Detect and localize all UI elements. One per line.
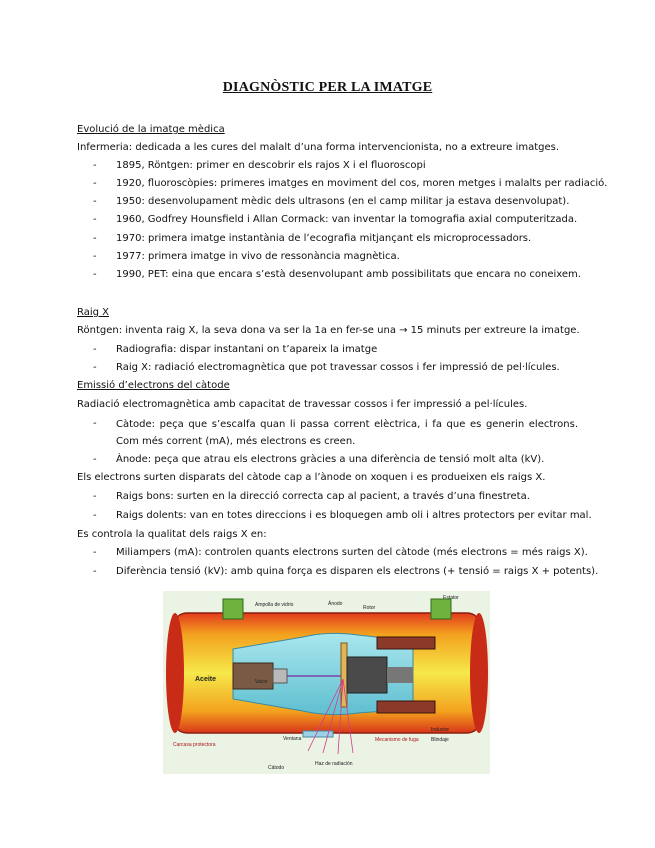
bullet-dash: - xyxy=(93,547,97,558)
bullet-dash: - xyxy=(93,178,97,189)
list-item: Raigs bons: surten en la direcció correcta cap al pacient, a través d’una finestreta. xyxy=(116,491,530,502)
list-item: 1990, PET: eina que encara s’està desenvolupant amb possibilitats que encara no coneixem. xyxy=(116,269,581,280)
bullet-dash: - xyxy=(93,344,97,355)
housing-end-right xyxy=(470,613,488,733)
bullet-dash: - xyxy=(93,362,97,373)
rotor-shaft xyxy=(387,667,413,683)
list-item: Radiografia: dispar instantani on t’apareix la imatge xyxy=(116,344,378,355)
bullet-dash: - xyxy=(93,510,97,521)
rotor xyxy=(347,657,387,693)
list-item: Ànode: peça que atrau els electrons gràcies a una diferència de tensió molt alta (kV). xyxy=(116,454,545,465)
label-aceite: Aceite xyxy=(195,676,217,683)
label-catodo: Cátodo xyxy=(268,765,285,771)
bullet-dash: - xyxy=(93,160,97,171)
bullet-dash: - xyxy=(93,418,97,429)
list-item: 1977: primera imatge in vivo de ressonància magnètica. xyxy=(116,251,400,262)
bullet-dash: - xyxy=(93,491,97,502)
housing-end-left xyxy=(166,613,184,733)
connector-left xyxy=(223,599,243,619)
connector-right xyxy=(431,599,451,619)
list-item: 1950: desenvolupament mèdic dels ultrasons (en el camp militar ja estava desenvolupat). xyxy=(116,196,570,207)
cathode-assembly xyxy=(233,663,273,689)
label-ventana: Ventana xyxy=(283,736,302,742)
list-item: Raigs dolents: van en totes direccions i es bloquegen amb oli i altres protectors per evitar mal. xyxy=(116,510,592,521)
section-heading-emissio: Emissió d’electrons del càtode xyxy=(77,380,230,391)
section-intro: Radiació electromagnètica amb capacitat de travessar cossos i fer impressió a pel·lícules. xyxy=(77,399,528,410)
bullet-dash: - xyxy=(93,269,97,280)
list-item: Càtode: peça que s’escalfa quan li passa corrent elèctrica, i fa que es generin electrons. Com més corrent (mA), més electrons es creen. xyxy=(116,419,578,447)
list-item: 1895, Röntgen: primer en descobrir els rajos X i el fluoroscopi xyxy=(116,160,426,171)
label-carcasa: Carcasa protectora xyxy=(173,742,216,748)
bullet-dash: - xyxy=(93,251,97,262)
label-haz: Haz de radiación xyxy=(315,761,353,767)
bullet-dash: - xyxy=(93,196,97,207)
section-intro: Röntgen: inventa raig X, la seva dona va ser la 1a en fer-se una → 15 minuts per extreure la imatge. xyxy=(77,325,580,336)
cathode-cup xyxy=(273,669,287,683)
page-title: DIAGNÒSTIC PER LA IMATGE xyxy=(222,80,433,95)
section-heading-evolucio: Evolució de la imatge mèdica xyxy=(77,124,225,135)
bullet-dash: - xyxy=(93,214,97,225)
section-intro: Infermeria: dedicada a les cures del malalt d’una forma intervencionista, no a extreure imatges. xyxy=(77,142,560,153)
section-text: Es controla la qualitat dels raigs X en: xyxy=(77,529,267,540)
section-heading-raig-x: Raig X xyxy=(77,307,110,318)
list-item: 1920, fluoroscòpies: primeres imatges en moviment del cos, moren metges i malalts per radiació. xyxy=(116,178,608,189)
label-estator: Estator xyxy=(443,595,459,601)
label-ampolla: Ampolla de vidrio xyxy=(255,602,294,608)
bullet-dash: - xyxy=(93,454,97,465)
label-blindaje: Blindaje xyxy=(431,737,449,743)
label-inductor: Inductor xyxy=(431,727,450,733)
section-text: Els electrons surten disparats del càtode cap a l’ànode on xoquen i es produeixen els raigs X. xyxy=(77,472,546,483)
list-item: 1970: primera imatge instantània de l’ecografia mitjançant els microprocessadors. xyxy=(116,233,532,244)
bullet-dash: - xyxy=(93,233,97,244)
xray-tube-figure xyxy=(163,591,490,774)
stator-bottom xyxy=(377,701,435,713)
list-item: Raig X: radiació electromagnètica que pot travessar cossos i fer impressió de pel·lícules. xyxy=(116,362,560,373)
stator-top xyxy=(377,637,435,649)
list-item: Miliampers (mA): controlen quants electrons surten del càtode (més electrons = més raigs X). xyxy=(116,547,588,558)
label-vacio: Vacío xyxy=(255,679,268,685)
bullet-dash: - xyxy=(93,566,97,577)
label-mecanismo: Mecanismo de fuga xyxy=(375,737,419,743)
label-anodo: Ánodo xyxy=(328,601,343,607)
label-rotor: Rotor xyxy=(363,605,376,611)
list-item: Diferència tensió (kV): amb quina força es disparen els electrons (+ tensió = raigs X + potents). xyxy=(116,566,599,577)
list-item: 1960, Godfrey Hounsfield i Allan Cormack: van inventar la tomografia axial computeritzada. xyxy=(116,214,578,225)
